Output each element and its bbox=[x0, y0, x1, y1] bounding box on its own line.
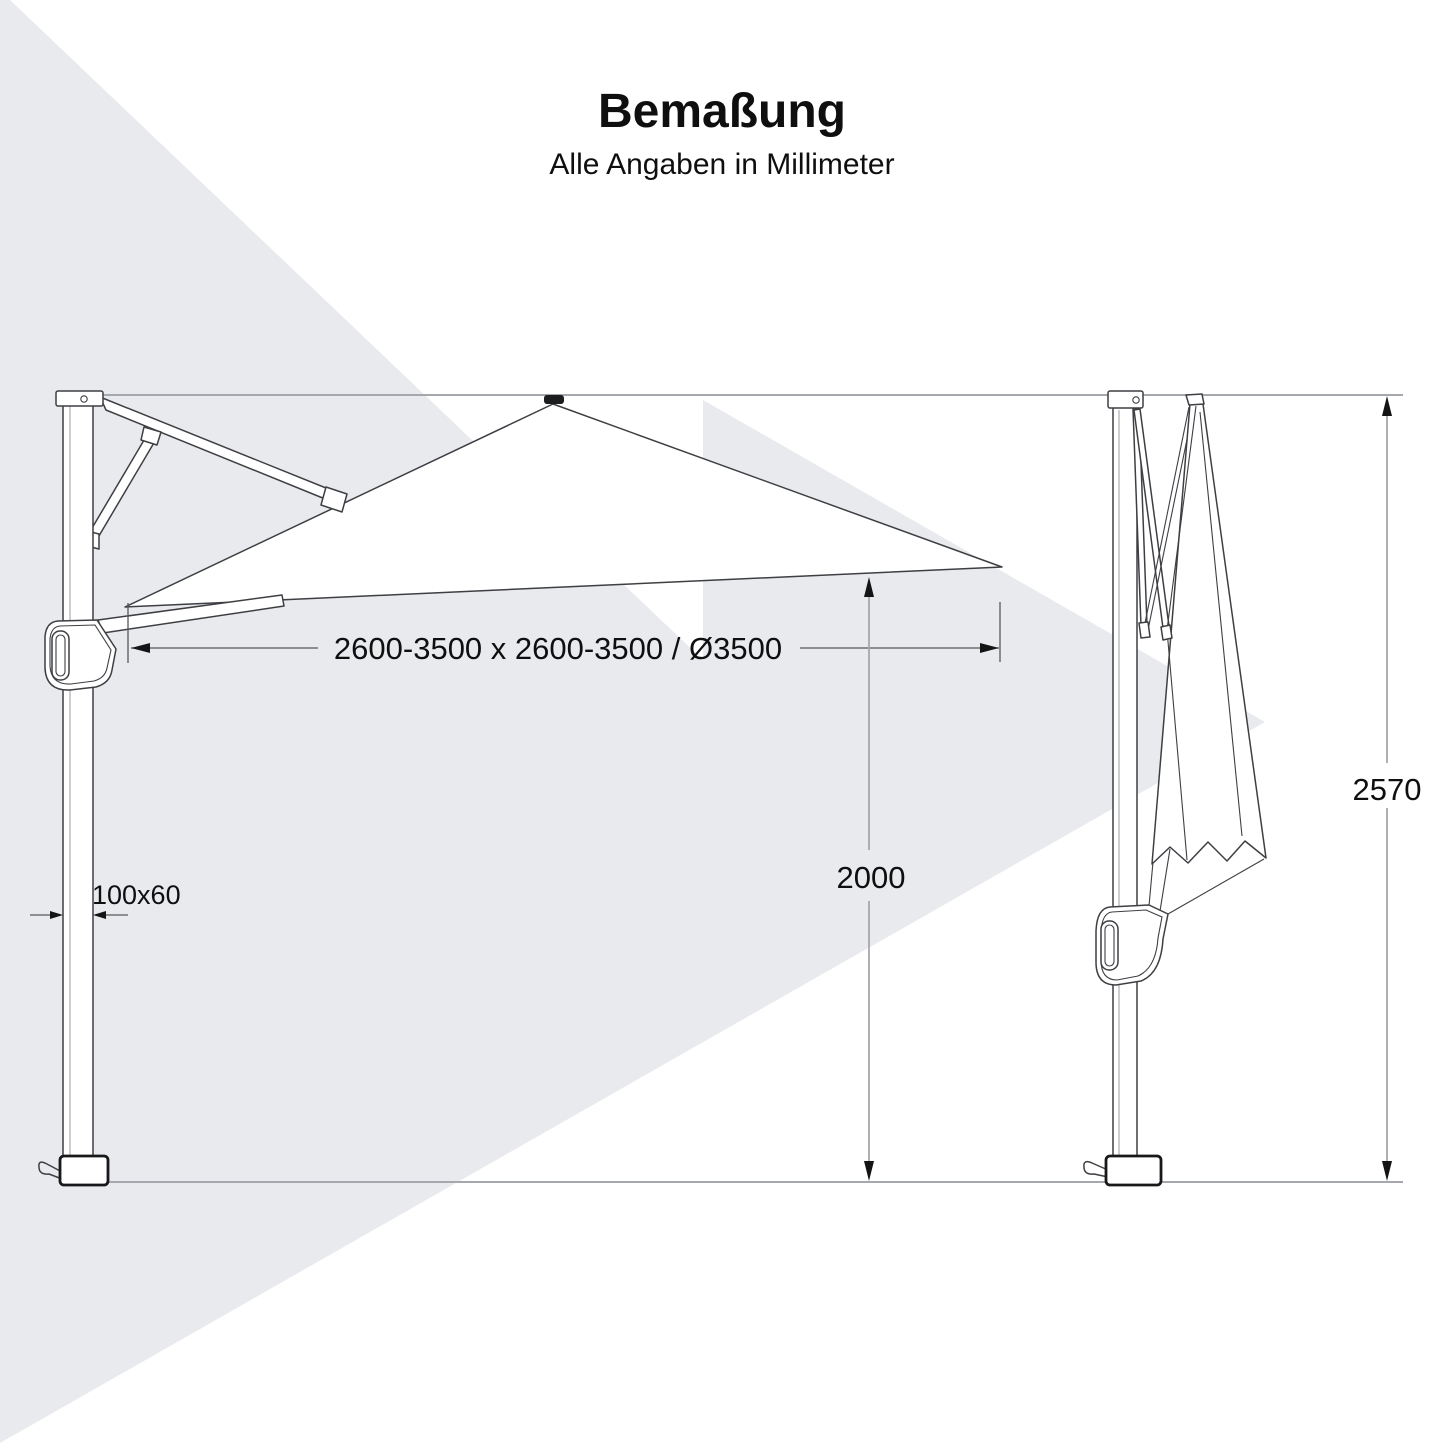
mast-closed-top-cap bbox=[1108, 391, 1143, 408]
gather-line-2 bbox=[1160, 849, 1170, 911]
finial-cap bbox=[544, 395, 564, 404]
crank-handle-closed bbox=[1101, 921, 1118, 970]
mast-open bbox=[63, 404, 93, 1158]
total-height-arrow-bottom bbox=[1382, 1161, 1392, 1181]
gather-line-1 bbox=[1149, 862, 1153, 906]
gather-line-3 bbox=[1168, 859, 1264, 914]
mast-closed bbox=[1113, 404, 1137, 1158]
mast-profile-label: 100x60 bbox=[92, 880, 181, 910]
base-lever-closed bbox=[1084, 1162, 1108, 1177]
total-height-arrow-top bbox=[1382, 396, 1392, 416]
dimension-total-height bbox=[1353, 396, 1422, 1181]
rib-fitting-2 bbox=[1161, 625, 1172, 640]
page-title: Bemaßung bbox=[597, 85, 847, 138]
base-plate-open bbox=[60, 1156, 108, 1185]
crank-handle-open bbox=[52, 631, 69, 680]
page-subtitle: Alle Angaben in Millimeter bbox=[549, 148, 895, 181]
mast-open-top-cap bbox=[56, 391, 103, 406]
canopy-span-label: 2600-3500 x 2600-3500 / Ø3500 bbox=[333, 631, 783, 666]
clearance-height-label: 2000 bbox=[836, 860, 906, 895]
clearance-arrow-bottom bbox=[864, 1161, 874, 1181]
total-height-label: 2570 bbox=[1352, 772, 1422, 807]
folded-canopy-top-cap bbox=[1186, 394, 1204, 405]
base-plate-closed bbox=[1106, 1156, 1161, 1185]
rib-fitting-1 bbox=[1139, 622, 1150, 638]
